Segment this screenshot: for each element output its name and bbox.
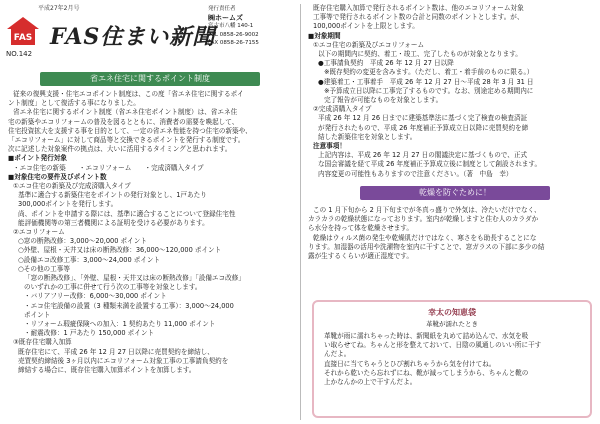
- section-heading-eco-points: 省エネ住宅に関するポイント制度: [40, 72, 260, 86]
- req-line: ・バリアフリー改修：6,000〜30,000 ポイント: [24, 292, 167, 301]
- req-line: ○外壁、屋根・天井又は床の断熱改修：36,000〜120,000 ポイント: [18, 246, 222, 255]
- right-column-top: [308, 4, 596, 179]
- req-line: ○その他の工事等: [18, 264, 70, 273]
- dryness-article: [308, 206, 596, 261]
- req-line: ②エコリフォーム: [13, 228, 65, 237]
- notice-heading: 注意事項！: [313, 142, 346, 151]
- column-divider: [300, 4, 301, 420]
- tips-line: 革靴が雨に濡れちゃった時は、新聞紙を丸めて詰め込んで、水気を吸: [324, 332, 529, 340]
- dryness-line: この 1 月下旬から 2 月下旬までが冬真っ盛りで外気は、冷たいだけでなく、: [313, 206, 541, 214]
- tips-line: 上かなんかの上で干すんだよ。: [324, 378, 417, 387]
- fas-logo: [6, 16, 40, 46]
- dryness-line: 乾燥はウィルス菌の発生や乾燥肌だけではなく、寒さをも助長することにな: [313, 233, 537, 242]
- tips-column-body: [324, 332, 584, 387]
- dryness-line: ら水分を持って体を乾燥させます。: [308, 224, 413, 233]
- req-line: ・耐震改修：1 戸あたり 150,000 ポイント: [24, 329, 155, 338]
- period-line: ●建築着工・工事着手 平成 26 年 12 月 27 日〜平成 28 年 3 月 31 日: [318, 77, 534, 86]
- req-line: ③既存住宅購入加算: [13, 338, 72, 347]
- logo-text: FAS: [13, 33, 33, 43]
- req-line: ポイント: [24, 310, 51, 319]
- req-line: ○窓の断熱改修：3,000〜20,000 ポイント: [18, 237, 147, 246]
- req-line: 締結する場合に、既存住宅購入加算ポイントを加算します。: [18, 366, 196, 375]
- house-logo-icon: [6, 16, 40, 46]
- publisher-fax: FAX 0858-26-7155: [208, 40, 259, 46]
- publisher-info: [208, 5, 259, 48]
- publisher-address: 宮古市八幡 140-1: [208, 23, 254, 29]
- intro-line: 住宅投資拡大を支援する事を目的として、一定の省エネ性能を持つ住宅の新築や、: [8, 126, 252, 135]
- right-line: 既存住宅購入加算で発行されるポイント数は、他のエコリフォーム対象: [313, 4, 524, 12]
- right-line: 工事等で発行されるポイント数の合計と同数のポイントとします。が、: [313, 13, 524, 22]
- intro-line: 従来の復興支援・住宅エコポイント制度は、この度「省エネ住宅に関するポイ: [13, 90, 244, 98]
- publisher-tel: TEL 0858-26-9002: [208, 31, 259, 38]
- subheading-types: ■ポイント発行対象: [8, 154, 67, 163]
- req-line: 「窓の断熱改修」、「外壁、屋根・天井又は床の断熱改修」「設備エコ改修」: [24, 274, 245, 283]
- period-line: 完了報告が可能なものを対象とします。: [324, 96, 443, 105]
- subheading-requirements: ■対象住宅の要件及びポイント数: [8, 172, 107, 181]
- intro-line: 「エコリフォーム」に対して商品等と交換できるポイントを発行する制度です。: [8, 136, 245, 145]
- tips-line: 直接日に当てちゃうとひび割れちゃうから気を付けてね。: [324, 359, 496, 368]
- tips-column-box: [312, 300, 592, 418]
- dryness-line: ります。加湿器の活用や洗濯物を室内に干すことで、窓ガラスの下部に多少の結: [308, 242, 545, 251]
- tips-column-subtitle: 革靴が濡れたとき: [426, 320, 478, 328]
- publisher-label: 発行責任者: [208, 6, 236, 12]
- tips-line: それから乾いたら忘れずにね、靴が減ってしまうから、ちゃんと靴の: [324, 368, 529, 377]
- period-line: 平成 26 年 12 月 26 日までに建築基準法に基づく完了検査の検査済証: [318, 114, 528, 123]
- intro-line: 次に記述した対象案件の拠点は、大いに活用するタイミングと思われます。: [8, 145, 232, 154]
- req-line: ・リフォーム瑕疵保険への加入：1 契約あたり 11,000 ポイント: [24, 320, 216, 329]
- period-line: な国会審議を経て平成 26 年度補正予算成立後に制度として創設されます。: [318, 160, 542, 169]
- types-line: ・エコ住宅の新築 ・エコリフォーム ・完成済購入タイプ: [13, 163, 204, 172]
- period-line: 内容変更の可能性もありますので注意ください。（著 中島 幸）: [318, 169, 513, 178]
- issue-date: 平成27年2月号: [38, 5, 80, 12]
- req-line: 売買契約締結後 3ヶ月以内にエコリフォーム対象工事の工事請負契約を: [18, 356, 229, 365]
- issue-number: NO.142: [6, 50, 33, 58]
- req-line: 300,000ポイントを発行します。: [18, 200, 118, 209]
- req-line: 能評価機関等の第三者機関による証明を受ける必要があります。: [18, 218, 209, 227]
- req-line: ①エコ住宅の新築及び完成済購入タイプ: [13, 182, 131, 191]
- section-heading-dryness: 乾燥を防ぐために！: [360, 186, 550, 200]
- right-line: 100,000ポイントを上限とします。: [313, 22, 419, 31]
- tips-line: んだよ。: [324, 350, 351, 359]
- req-line: 既存住宅にて、平成 26 年 12 月 27 日以降に売買契約を締結し、: [18, 347, 214, 356]
- period-line: が発行されたもので、平成 26 年度補正予算成立日以降に売買契約を締: [318, 123, 529, 132]
- req-line: のいずれかの工事に併せて行う次の工事等を対象とします。: [24, 283, 202, 292]
- masthead-title: FAS住まい新聞: [50, 24, 216, 50]
- period-line: ①エコ住宅の新築及びエコリフォーム: [313, 40, 425, 49]
- period-line: ●工事請負契約 平成 26 年 12 月 27 日以降: [318, 59, 454, 68]
- req-line: 基準に適合する新築住宅をポイントの発行対象とし、1戸あたり: [18, 191, 207, 200]
- dryness-line: 露が生するくらいが適正湿度です。: [308, 252, 413, 261]
- tips-line: い取らせてね。ちゃんと形を整えておいて、日陰の風通しのいい所に干す: [324, 341, 542, 350]
- period-line: ※予算成立日以降に工事完了するものです。なお、別途定める期間内に: [324, 86, 534, 95]
- publisher-company: ㈱ホームズ: [208, 13, 243, 22]
- dryness-line: カラカラの乾燥状態になっております。室内が乾燥しますと住む人のカラダか: [308, 215, 539, 224]
- req-line: ○設備エコ改修工事：3,000〜24,000 ポイント: [18, 255, 161, 264]
- period-line: ※既存契約の変更を含みます。（ただし、着工・着手前のものに限る。）: [324, 68, 534, 77]
- tips-column-title: 幸太の知恵袋: [428, 308, 476, 317]
- period-line: ②完成済購入タイプ: [313, 105, 372, 114]
- intro-line: 宅の新築やエコリフォームの普及を図るとともに、消費者の需要を喚起して、: [8, 117, 239, 126]
- newsletter-header: [0, 0, 300, 70]
- period-line: 以下の期間内に契約、着工・竣工、完了したものが対象となります。: [318, 50, 522, 59]
- req-line: ・エコ住宅設備の設置（3 種類未満を設置する工事）：3,000〜24,000: [24, 301, 234, 310]
- req-line: 尚、ポイントを申請する際には、基準に適合することについて登録住宅性: [18, 209, 236, 218]
- subheading-period: ■対象期間: [308, 31, 341, 40]
- period-line: 上記内容は、平成 26 年 12 月 27 日の閣議決定に基づくもので、正式: [318, 151, 528, 160]
- period-line: 結した新築住宅を対象とします。: [318, 132, 417, 141]
- intro-line: 省エネ住宅に関するポイント制度（省エネ住宅ポイント制度）は、省エネ住: [13, 108, 238, 117]
- left-column: [8, 90, 296, 375]
- intro-line: ント制度」として復活する事になりました。: [8, 99, 140, 108]
